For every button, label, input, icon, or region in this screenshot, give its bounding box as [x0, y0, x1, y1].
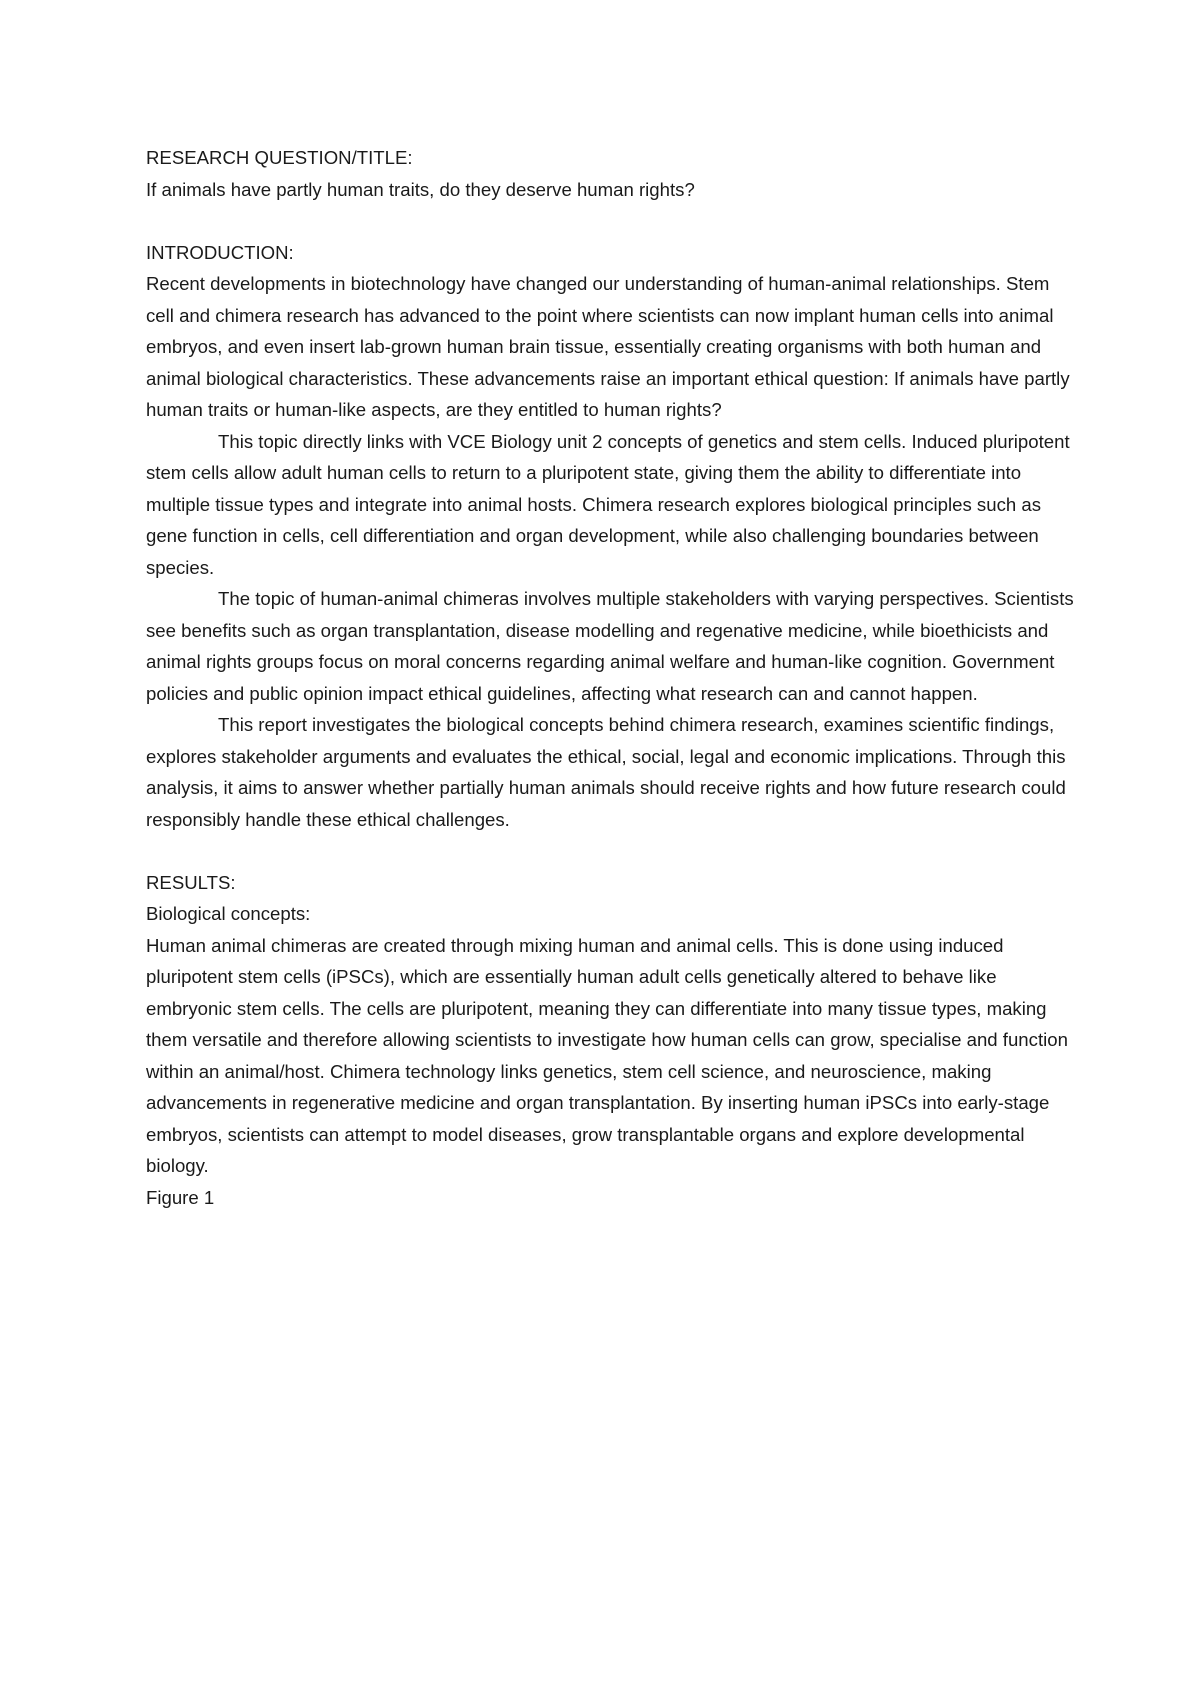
spacer — [146, 205, 1076, 237]
results-paragraph: Human animal chimeras are created through mixing human and animal cells. This is done using induced pluripotent stem cells (iPSCs), which are essentially human adult cells genetically altered to behave like embryonic stem cells. The cells are pluripotent, meaning they can differentiate into many tissue types, making them versatile and therefore allowing scientists to investigate how human cells can grow, specialise and function within an animal/host. Chimera technology links genetics, stem cell science, and neuroscience, making advancements in regenerative medicine and organ transplantation. By inserting human iPSCs into early-stage embryos, scientists can attempt to model diseases, grow transplantable organs and explore developmental biology. — [146, 934, 1068, 1176]
intro-paragraph-4: This report investigates the biological concepts behind chimera research, examines scientific findings, explores stakeholder arguments and evaluates the ethical, social, legal and economic implications. Through this analysis, it aims to answer whether partially human animals should receive rights and how future research could responsibly handle these ethical challenges. — [146, 714, 1066, 830]
intro-paragraph-3: The topic of human-animal chimeras involves multiple stakeholders with varying perspectives. Scientists see benefits such as organ transplantation, disease modelling and regenative medicine, while bioethicists and animal rights groups focus on moral concerns regarding animal welfare and human-like cognition. Government policies and public opinion impact ethical guidelines, affecting what research can and cannot happen. — [146, 588, 1074, 704]
research-question-text: If animals have partly human traits, do they deserve human rights? — [146, 178, 695, 200]
spacer — [146, 835, 1076, 867]
figure-label: Figure 1 — [146, 1186, 215, 1208]
intro-paragraph-2: This topic directly links with VCE Biology unit 2 concepts of genetics and stem cells. Induced pluripotent stem cells allow adult human cells to return to a pluripotent state, giving them the ability to differentiate into multiple tissue types and integrate into animal hosts. Chimera research explores biological principles such as gene function in cells, cell differentiation and organ development, while also challenging boundaries between species. — [146, 430, 1070, 578]
introduction-heading: INTRODUCTION: — [146, 241, 294, 263]
intro-paragraph-1: Recent developments in biotechnology have changed our understanding of human-animal relationships. Stem cell and chimera research has advanced to the point where scientists can now implant human cells into animal embryos, and even insert lab-grown human brain tissue, essentially creating organisms with both human and animal biological characteristics. These advancements raise an important ethical question: If animals have partly human traits or human-like aspects, are they entitled to human rights? — [146, 273, 1070, 420]
results-subheading: Biological concepts: — [146, 903, 311, 924]
document-page — [146, 142, 1076, 1213]
results-heading: RESULTS: — [146, 871, 236, 893]
research-question-heading: RESEARCH QUESTION/TITLE: — [146, 147, 413, 168]
